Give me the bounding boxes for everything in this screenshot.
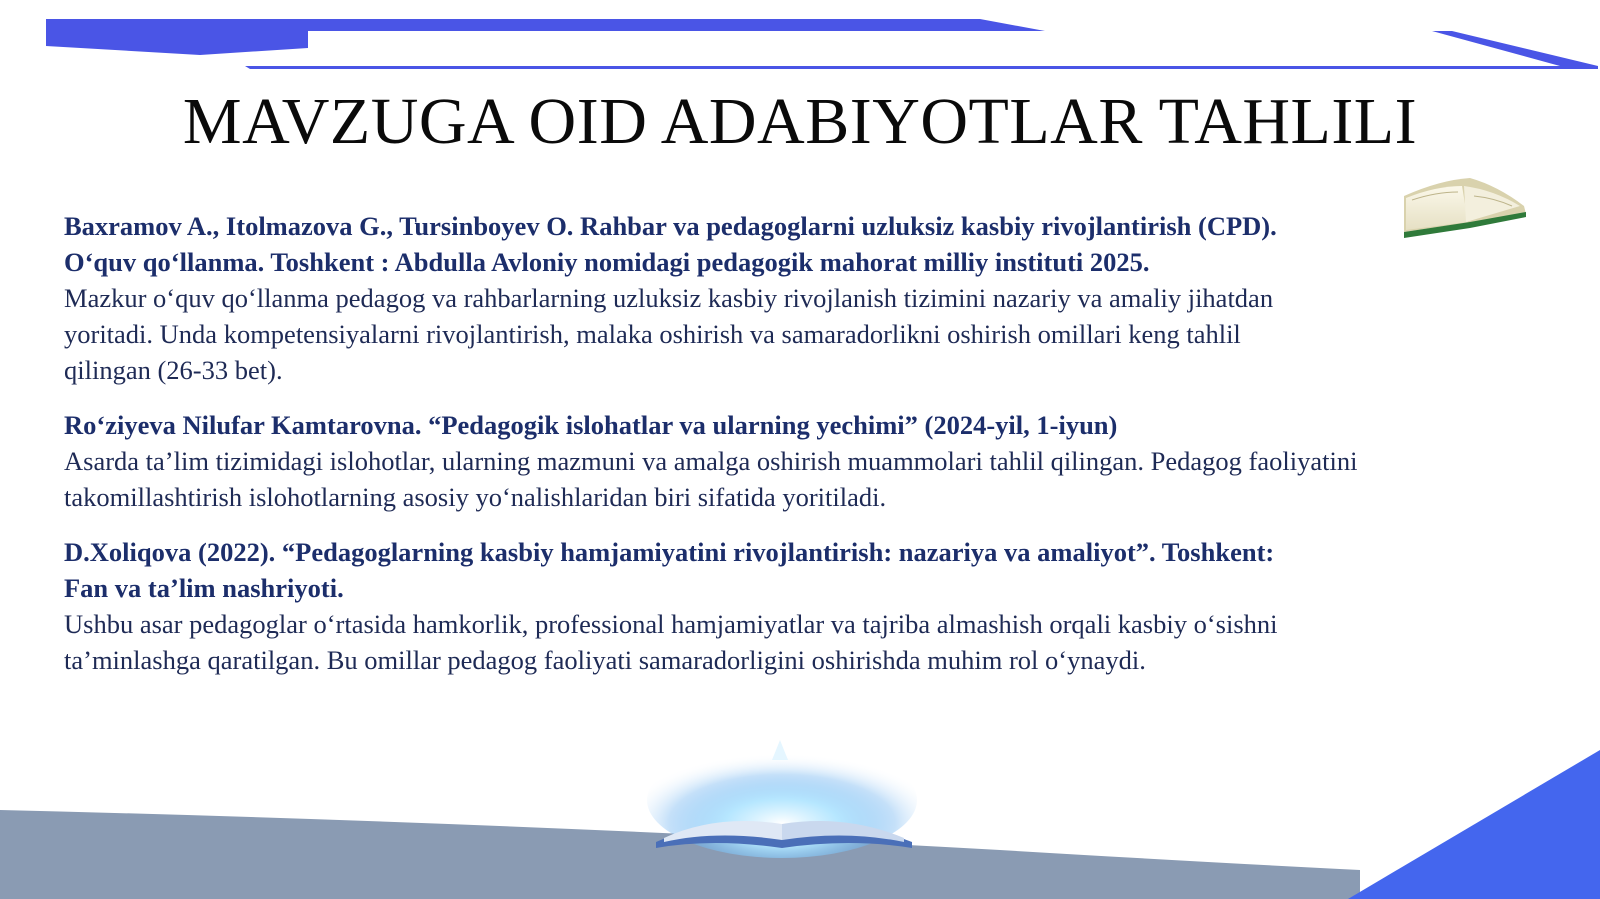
entry-summary: Asarda ta’lim tizimidagi islohotlar, ularning mazmuni va amalga oshirish muammolari tahlil qilingan. Pedagog faoliyatini takomillashtirish islohotlarning asosiy yo‘nalishlaridan biri sifatida yoritiladi. bbox=[64, 446, 1358, 512]
top-right-slash bbox=[1432, 31, 1598, 66]
slide-title: MAVZUGA OID ADABIYOTLAR TAHLILI bbox=[182, 85, 1418, 158]
glowing-open-book-icon bbox=[647, 740, 917, 858]
bibliography-entry bbox=[64, 407, 1414, 515]
bibliography-list bbox=[64, 208, 1414, 697]
bibliography-entry bbox=[64, 208, 1414, 388]
open-book-icon bbox=[1404, 178, 1526, 238]
entry-citation: Baxramov A., Itolmazova G., Tursinboyev O. Rahbar va pedagoglarni uzluksiz kasbiy rivojlantirish (CPD). O‘quv qo‘llanma. Toshkent : Abdulla Avloniy nomidagi pedagogik mahorat milliy instituti 2025. bbox=[64, 211, 1277, 277]
bottom-right-corner bbox=[1348, 750, 1600, 899]
entry-citation: D.Xoliqova (2022). “Pedagoglarning kasbiy hamjamiyatini rivojlantirish: nazariya va amaliyot”. Toshkent: Fan va ta’lim nashriyoti. bbox=[64, 537, 1275, 603]
entry-summary: Mazkur o‘quv qo‘llanma pedagog va rahbarlarning uzluksiz kasbiy rivojlanish tizimini nazariy va amaliy jihatdan yoritadi. Unda kompetensiyalarni rivojlantirish, malaka oshirish va samaradorlikni oshirish omillari keng tahlil qilingan (26-33 bet). bbox=[64, 283, 1274, 385]
entry-citation: Ro‘ziyeva Nilufar Kamtarovna. “Pedagogik islohatlar va ularning yechimi” (2024-yil, 1-iyun) bbox=[64, 410, 1118, 440]
entry-summary: Ushbu asar pedagoglar o‘rtasida hamkorlik, professional hamjamiyatlar va tajriba almashish orqali kasbiy o‘sishni ta’minlashga qaratilgan. Bu omillar pedagog faoliyati samaradorligini oshirishda muhim rol o‘ynaydi. bbox=[64, 609, 1278, 675]
top-accent-bar bbox=[46, 19, 1045, 55]
bibliography-entry bbox=[64, 534, 1414, 678]
top-accent-line bbox=[245, 66, 1598, 69]
